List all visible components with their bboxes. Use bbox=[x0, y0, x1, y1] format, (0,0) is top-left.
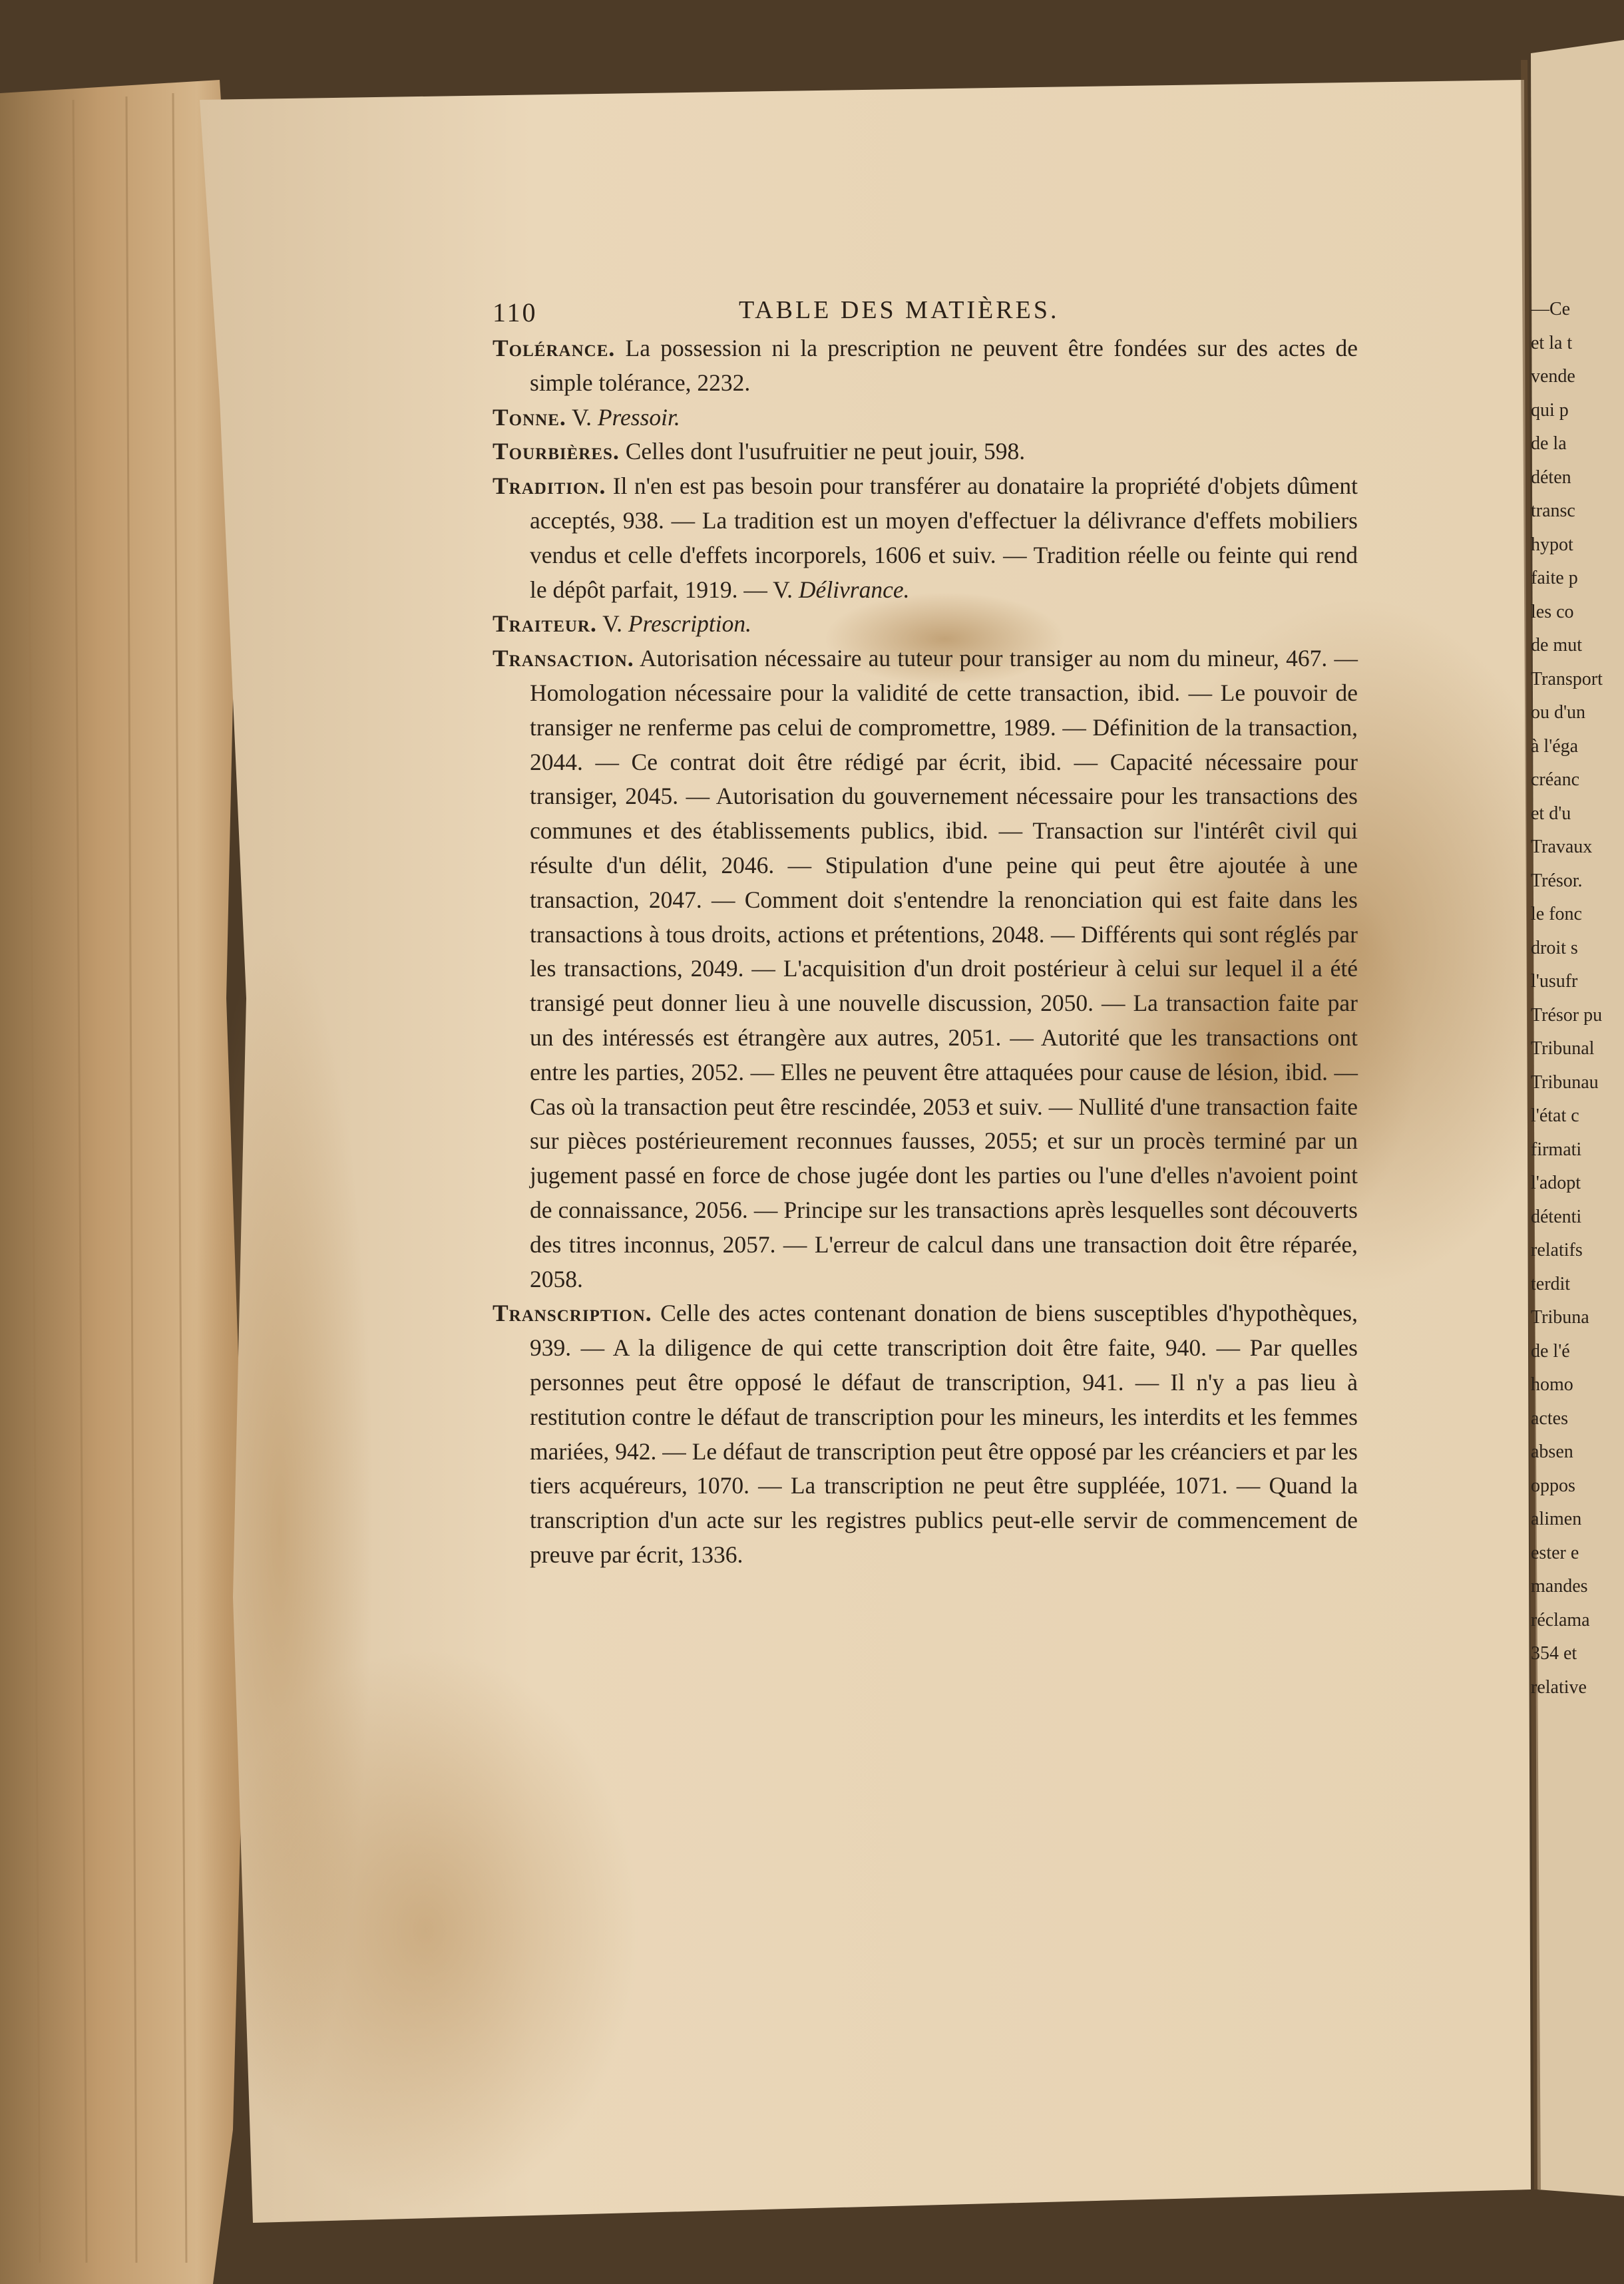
entry-cross-reference: Prescription. bbox=[628, 610, 751, 638]
entry-text: La possession ni la prescription ne peuvent être fondées sur des actes de simple tolérance, 2232. bbox=[530, 335, 1358, 396]
facing-line: transc bbox=[1531, 500, 1575, 521]
facing-line: relative bbox=[1531, 1676, 1587, 1698]
page-title: TABLE DES MATIÈRES. bbox=[739, 296, 1060, 324]
entry-heading: Transcription. bbox=[493, 1300, 652, 1327]
facing-line: réclama bbox=[1531, 1609, 1590, 1630]
entry-heading: Transaction. bbox=[493, 645, 634, 672]
facing-line: vende bbox=[1531, 366, 1575, 387]
facing-line: de mut bbox=[1531, 635, 1582, 656]
facing-line: et la t bbox=[1531, 332, 1573, 353]
index-entry bbox=[493, 1296, 1358, 1572]
index-entry bbox=[493, 469, 1358, 607]
facing-line: ester e bbox=[1531, 1542, 1579, 1563]
page-body bbox=[493, 290, 1358, 1573]
facing-line: à l'éga bbox=[1531, 735, 1579, 757]
entry-text: Celles dont l'usufruitier ne peut jouir, 598. bbox=[619, 438, 1026, 465]
entry-text: Il n'en est pas besoin pour transférer au donataire la propriété d'objets dûment acceptés, 938. — La tradition est un moyen d'effectuer la délivrance d'effets mobiliers vendus et celle d'effets incorporels, 1606 et suiv. — Tradition réelle ou feinte qui rend le dépôt parfait, 1919. — V. bbox=[530, 473, 1358, 603]
facing-line: faite p bbox=[1531, 568, 1578, 588]
entry-heading: Traiteur. bbox=[493, 610, 597, 638]
entry-heading: Tradition. bbox=[493, 473, 606, 500]
facing-line: Transport bbox=[1531, 668, 1603, 689]
facing-line: Tribuna bbox=[1531, 1307, 1589, 1328]
facing-line: de la bbox=[1531, 433, 1567, 454]
facing-line: ou d'un bbox=[1531, 702, 1586, 723]
facing-line: l'état c bbox=[1531, 1105, 1579, 1126]
facing-line: le fonc bbox=[1531, 904, 1582, 924]
facing-line: Travaux bbox=[1531, 837, 1593, 857]
facing-line: et d'u bbox=[1531, 803, 1571, 824]
entry-text: V. bbox=[596, 610, 628, 638]
index-entry bbox=[493, 401, 1358, 435]
facing-line: créanc bbox=[1531, 769, 1580, 790]
facing-line: les co bbox=[1531, 601, 1574, 622]
facing-page-fragment bbox=[1531, 293, 1624, 1704]
facing-line: l'adopt bbox=[1531, 1173, 1581, 1193]
entry-heading: Tolérance. bbox=[493, 335, 616, 361]
index-entry bbox=[493, 331, 1358, 401]
facing-line: Trésor. bbox=[1531, 870, 1583, 891]
facing-line: firmati bbox=[1531, 1139, 1582, 1160]
facing-line: 354 et bbox=[1531, 1643, 1577, 1664]
running-head bbox=[493, 290, 1358, 331]
facing-line: —Ce bbox=[1531, 299, 1571, 319]
facing-line: l'usufr bbox=[1531, 971, 1578, 992]
facing-line: alimen bbox=[1531, 1509, 1582, 1529]
entry-text: Celle des actes contenant donation de biens susceptibles d'hypothèques, 939. — A la diligence de qui cette transcription doit être faite, 940. — Par quelles personnes peut être opposé le défaut de transcription, 941. — Il n'y a pas lieu à restitution contre le défaut de transcription pour les mineurs, les interdits et les femmes mariées, 942. — Le défaut de transcription peut être opposé par les créanciers et par les tiers acquéreurs, 1070. — La transcription ne peut être suppléée, 1071. — Quand la transcription d'un acte sur les registres publics peut-elle servir de commencement de preuve par écrit, 1336. bbox=[530, 1300, 1358, 1568]
facing-line: Tribunau bbox=[1531, 1071, 1599, 1093]
facing-line: qui p bbox=[1531, 399, 1569, 421]
facing-line: Tribunal bbox=[1531, 1038, 1595, 1059]
index-entry bbox=[493, 435, 1358, 469]
facing-line: terdit bbox=[1531, 1273, 1571, 1294]
facing-line: relatifs bbox=[1531, 1240, 1583, 1260]
facing-line: homo bbox=[1531, 1374, 1573, 1395]
index-entry bbox=[493, 642, 1358, 1296]
index-entries bbox=[493, 331, 1358, 1573]
page-number: 110 bbox=[493, 297, 538, 327]
entry-text: Autorisation nécessaire au tuteur pour transiger au nom du mineur, 467. — Homologation nécessaire pour la validité de cette transaction, ibid. — Le pouvoir de transiger ne renferme pas celui de compromettre, 1989. — Définition de la transaction, 2044. — Ce contrat doit être rédigé par écrit, ibid. — Capacité nécessaire pour transiger, 2045. — Autorisation du gouvernement nécessaire pour les transactions des communes et des établissements publics, ibid. — Transaction sur l'intérêt civil qui résulte d'un délit, 2046. — Stipulation d'une peine qui peut être ajoutée à une transaction, 2047. — Comment doit s'entendre la renonciation qui est faite dans les transactions à tous droits, actions et prétentions, 2048. — Différents qui sont réglés par les transactions, 2049. — L'acquisition d'un droit postérieur à celui sur lequel il a été transigé peut donner lieu à une nouvelle discussion, 2050. — La transaction faite par un des intéressés est étrangère aux autres, 2051. — Autorité que les transactions ont entre les parties, 2052. — Elles ne peuvent être attaquées pour cause de lésion, ibid. — Cas où la transaction peut être rescindée, 2053 et suiv. — Nullité d'une transaction faite sur pièces postérieurement reconnues fausses, 2055; et sur un procès terminé par un jugement passé en force de chose jugée dont les parties ou l'une d'elles n'avoient point de connaissance, 2056. — Principe sur les transactions après lesquelles sont découverts des titres inconnus, 2057. — L'erreur de calcul dans une transaction doit être réparée, 2058. bbox=[530, 645, 1358, 1292]
index-entry bbox=[493, 607, 1358, 642]
facing-line: oppos bbox=[1531, 1475, 1575, 1496]
entry-cross-reference: Délivrance. bbox=[798, 576, 910, 603]
facing-line: droit s bbox=[1531, 937, 1578, 958]
entry-text: V. bbox=[566, 403, 598, 431]
facing-line: détenti bbox=[1531, 1206, 1582, 1227]
facing-line: de l'é bbox=[1531, 1340, 1570, 1362]
entry-heading: Tourbières. bbox=[493, 438, 620, 465]
facing-line: Trésor pu bbox=[1531, 1004, 1603, 1026]
entry-cross-reference: Pressoir. bbox=[597, 403, 680, 431]
facing-line: actes bbox=[1531, 1408, 1568, 1429]
facing-line: absen bbox=[1531, 1441, 1573, 1462]
facing-line: hypot bbox=[1531, 534, 1573, 555]
entry-heading: Tonne. bbox=[493, 403, 566, 431]
facing-line: déten bbox=[1531, 467, 1571, 488]
facing-line: mandes bbox=[1531, 1576, 1588, 1597]
